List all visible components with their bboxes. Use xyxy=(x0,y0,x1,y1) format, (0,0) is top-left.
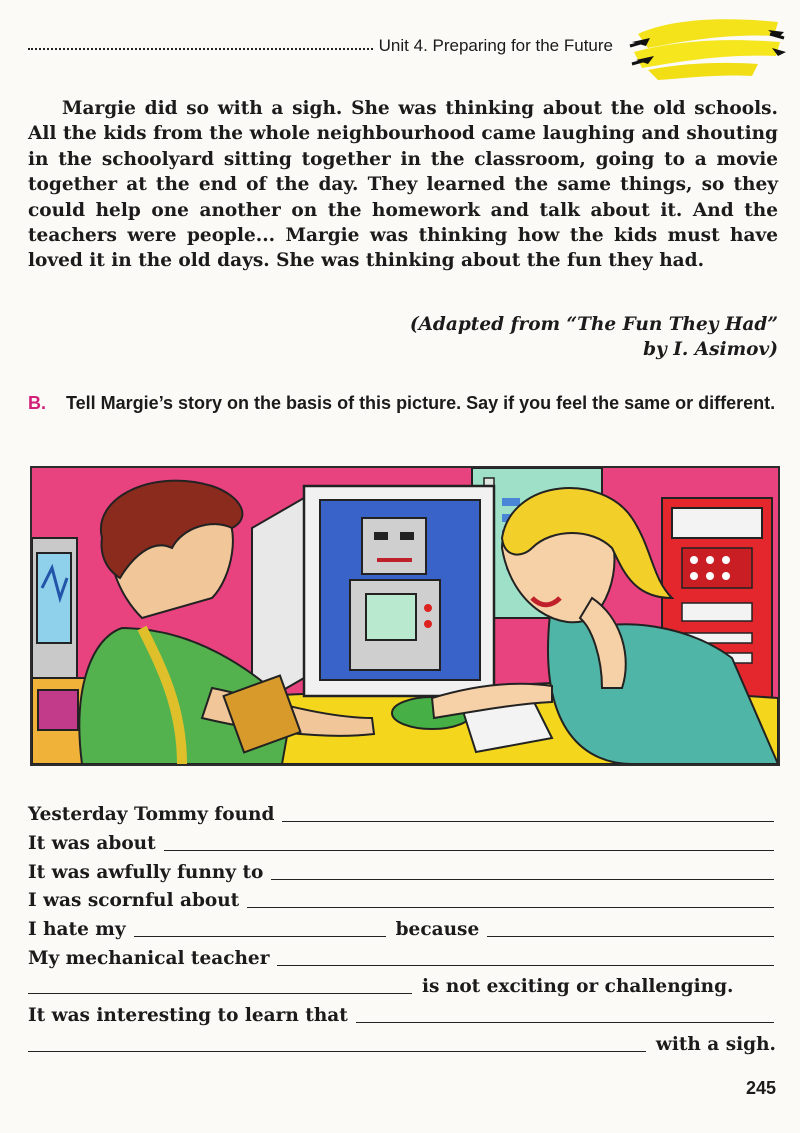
task-instruction: Tell Margie’s story on the basis of this picture. Say if you feel the same or different. xyxy=(66,393,776,413)
line-5-text-b: because xyxy=(395,919,480,940)
exercise-line-7 xyxy=(28,972,776,998)
answer-blank[interactable] xyxy=(282,821,774,822)
line-4-text: I was scornful about xyxy=(28,890,240,911)
answer-blank[interactable] xyxy=(487,936,774,937)
line-7-text: is not exciting or challenging. xyxy=(422,976,734,997)
exercise-line-3 xyxy=(28,858,776,884)
line-6-text: My mechanical teacher xyxy=(28,948,270,969)
answer-blank[interactable] xyxy=(271,879,774,880)
line-5-text-a: I hate my xyxy=(28,919,126,940)
answer-blank[interactable] xyxy=(28,1051,646,1052)
exercise-line-4 xyxy=(28,886,776,912)
exercise-line-9 xyxy=(28,1030,776,1056)
source-title: (Adapted from “The Fun They Had” xyxy=(409,314,778,335)
answer-blank[interactable] xyxy=(28,993,412,994)
story-paragraph: Margie did so with a sigh. She was thinking about the old schools. All the kids from the whole neighbourhood came laughing and shouting in the schoolyard sitting together in the classroom, going to a movie together at the end of the day. They learned the same things, so they could help one another on the homework and talk about it. And the teachers were people... Margie was thinking how the kids must have loved it in the old days. She was thinking about the fun they had. xyxy=(28,98,778,272)
answer-blank[interactable] xyxy=(134,936,386,937)
header-dotted-leader xyxy=(28,48,373,50)
source-author: by I. Asimov) xyxy=(643,339,778,360)
story-source xyxy=(278,312,778,362)
task-letter: B. xyxy=(28,393,46,413)
exercise-line-2 xyxy=(28,829,776,855)
exercise-line-8 xyxy=(28,1001,776,1027)
story-passage xyxy=(28,96,778,274)
exercise-line-6 xyxy=(28,944,776,970)
task-b xyxy=(28,392,788,415)
exercise-line-1 xyxy=(28,800,776,826)
line-2-text: It was about xyxy=(28,833,156,854)
header-title: Unit 4. Preparing for the Future xyxy=(378,36,613,55)
illustration xyxy=(30,466,780,766)
line-3-text: It was awfully funny to xyxy=(28,862,264,883)
highlighter-brush-icon xyxy=(628,12,788,82)
answer-blank[interactable] xyxy=(356,1022,774,1023)
line-8-text: It was interesting to learn that xyxy=(28,1005,348,1026)
line-1-text: Yesterday Tommy found xyxy=(28,804,275,825)
answer-blank[interactable] xyxy=(164,850,774,851)
line-9-text: with a sigh. xyxy=(655,1034,776,1055)
answer-blank[interactable] xyxy=(247,907,774,908)
exercise-line-5 xyxy=(28,915,776,941)
page-number: 245 xyxy=(745,1078,776,1098)
illustration-drawing xyxy=(32,468,778,764)
running-header xyxy=(28,28,613,56)
answer-blank[interactable] xyxy=(277,965,774,966)
